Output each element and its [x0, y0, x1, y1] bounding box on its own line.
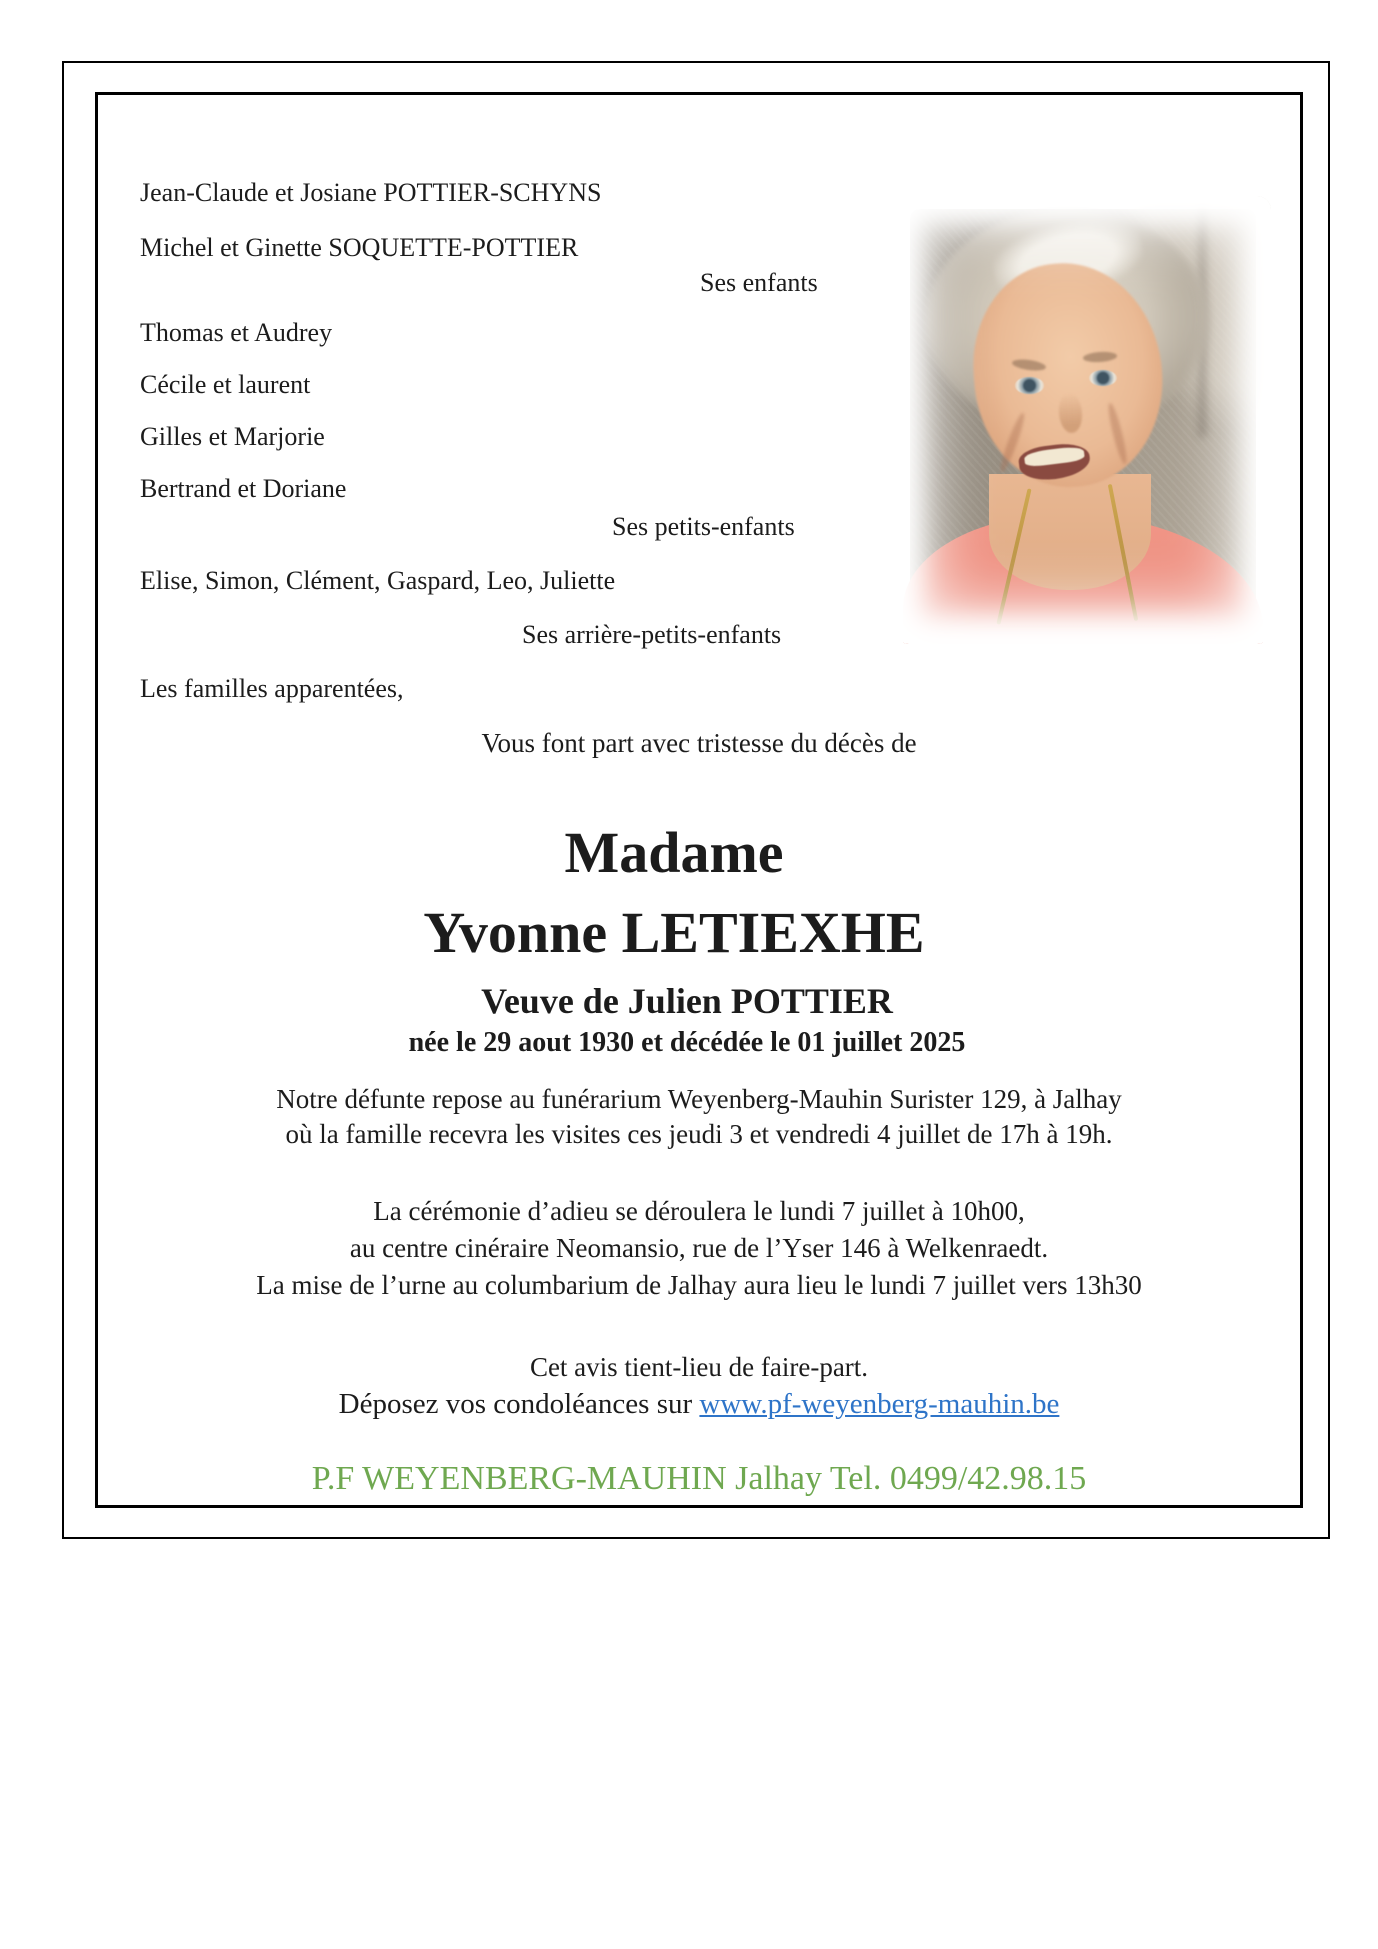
inner-border: [95, 92, 1303, 1508]
condolences-website-link[interactable]: www.pf-weyenberg-mauhin.be: [699, 1388, 1060, 1420]
great-grandchildren-label: Ses arrière-petits-enfants: [522, 620, 782, 649]
ceremony-line-3: La mise de l’urne au columbarium de Jalhay aura lieu le lundi 7 juillet vers 13h30: [256, 1270, 1142, 1300]
faire-part-line: Cet avis tient-lieu de faire-part.: [529, 1352, 869, 1382]
great-grandchildren-names: Elise, Simon, Clément, Gaspard, Leo, Juliette: [140, 566, 616, 595]
grandchild-line-3: Gilles et Marjorie: [140, 422, 325, 451]
outer-border: [62, 61, 1330, 1539]
repose-line-1: Notre défunte repose au funérarium Weyenberg-Mauhin Surister 129, à Jalhay: [276, 1084, 1122, 1114]
notice-content: [98, 95, 1300, 1505]
grandchild-line-4: Bertrand et Doriane: [140, 474, 347, 503]
grandchild-line-2: Cécile et laurent: [140, 370, 311, 399]
portrait-photo: [895, 196, 1271, 644]
children-label: Ses enfants: [700, 268, 818, 297]
repose-line-2: où la famille recevra les visites ces jeudi 3 et vendredi 4 juillet de 17h à 19h.: [285, 1119, 1113, 1149]
photo-canvas: [895, 196, 1271, 644]
child-line-2: Michel et Ginette SOQUETTE-POTTIER: [140, 233, 579, 262]
widow-line: Veuve de Julien POTTIER: [481, 981, 893, 1021]
deceased-name: Yvonne LETIEXHE: [423, 900, 925, 965]
ceremony-line-1: La cérémonie d’adieu se déroulera le lundi 7 juillet à 10h00,: [373, 1196, 1025, 1226]
announcement-line: Vous font part avec tristesse du décès de: [481, 728, 917, 758]
honorific-title: Madame: [564, 820, 784, 885]
photo-feathered-edge: [895, 196, 1271, 644]
child-line-1: Jean-Claude et Josiane POTTIER-SCHYNS: [140, 178, 602, 207]
life-dates-line: née le 29 aout 1930 et décédée le 01 juillet 2025: [408, 1027, 966, 1058]
condolences-text: Déposez vos condoléances sur: [338, 1388, 700, 1420]
ceremony-line-2: au centre cinéraire Neomansio, rue de l’Yser 146 à Welkenraedt.: [349, 1233, 1049, 1263]
related-families-line: Les familles apparentées,: [140, 674, 404, 703]
condolences-line: [98, 1386, 1300, 1422]
grandchildren-label: Ses petits-enfants: [612, 512, 795, 541]
grandchild-line-1: Thomas et Audrey: [140, 318, 333, 347]
funeral-home-line: P.F WEYENBERG-MAUHIN Jalhay Tel. 0499/42.98.15: [311, 1460, 1087, 1497]
